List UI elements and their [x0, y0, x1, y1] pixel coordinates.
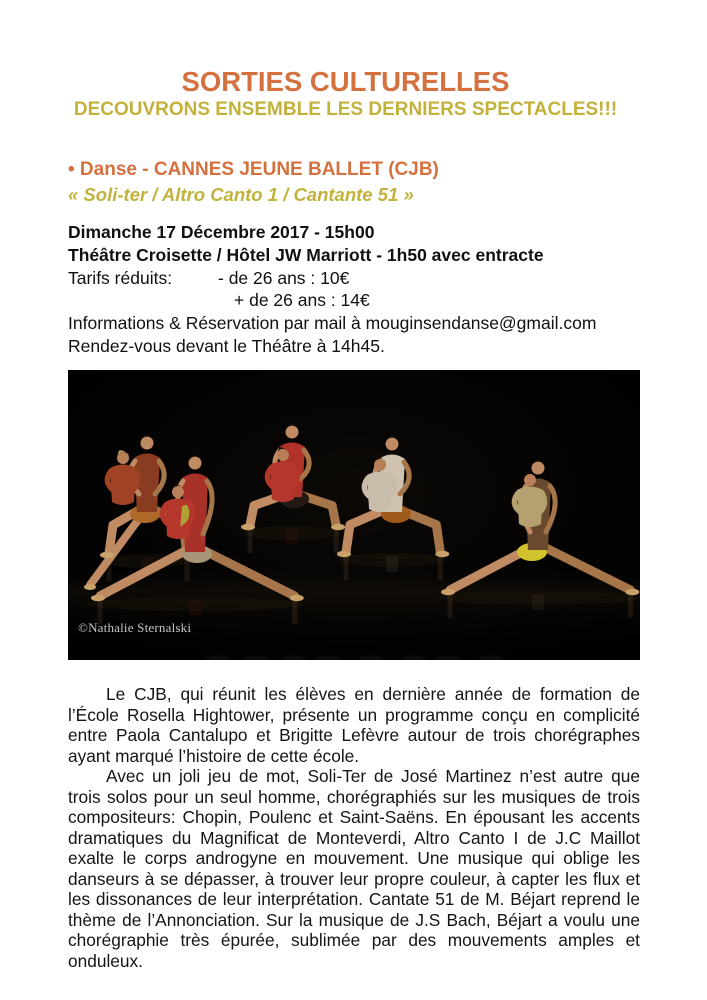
tarifs-label: Tarifs réduits: [68, 267, 173, 288]
event-details [68, 221, 640, 358]
page-subtitle: DECOUVRONS ENSEMBLE LES DERNIERS SPECTACLES!!! [73, 98, 618, 120]
tarif-row-over-26 [68, 289, 640, 312]
tarif-under-26-value: - de 26 ans : 10€ [218, 267, 350, 288]
body-paragraph-2: Avec un joli jeu de mot, Soli-Ter de José Martinez n’est autre que trois solos pour un seul homme, chorégraphiés sur les musiques de trois compositeurs: Chopin, Poulenc et Saint-Saëns. En épousant les accents dramatiques du Magnificat de Monteverdi, Altro Canto I de J.C Maillot exalte le corps androgyne en mouvement. Une musique qui oblige les danseurs à se dépasser, à trouver leur propre couleur, à capter les flux et les dissonances de leur interprétation. Cantate 51 de M. Béjart reprend le thème de l’Annonciation. Sur la musique de J.S Bach, Béjart a voulu une chorégraphie très épurée, sublimée par des mouvements amples et onduleux. [68, 766, 640, 971]
tarif-over-26-value: + de 26 ans : 14€ [234, 290, 370, 311]
event-program-line: « Soli-ter / Altro Canto 1 / Cantante 51 » [68, 183, 414, 205]
event-venue-line: Théâtre Croisette / Hôtel JW Marriott - 1h50 avec entracte [68, 244, 544, 265]
event-heading [68, 159, 640, 205]
page-title: SORTIES CULTURELLES [181, 66, 510, 97]
body-paragraph-1: Le CJB, qui réunit les élèves en dernière année de formation de l’École Rosella Hightower, présente un programme conçu en complicité entre Paola Cantalupo et Brigitte Lefèvre autour de trois chorégraphes ayant marqué l’histoire de cette école. [68, 684, 640, 766]
event-info-line: Informations & Réservation par mail à mouginsendanse@gmail.com [68, 313, 597, 334]
stage-photo [68, 370, 640, 660]
article-body [68, 684, 640, 971]
photo-credit: ©Nathalie Sternalski [78, 620, 192, 635]
event-meeting-line: Rendez-vous devant le Théâtre à 14h45. [68, 335, 385, 356]
event-date-line: Dimanche 17 Décembre 2017 - 15h00 [68, 222, 375, 242]
tarif-row-under-26 [68, 267, 640, 290]
event-category-line: • Danse - CANNES JEUNE BALLET (CJB) [68, 159, 439, 180]
dancers-illustration [68, 370, 640, 660]
page-header [68, 66, 623, 120]
